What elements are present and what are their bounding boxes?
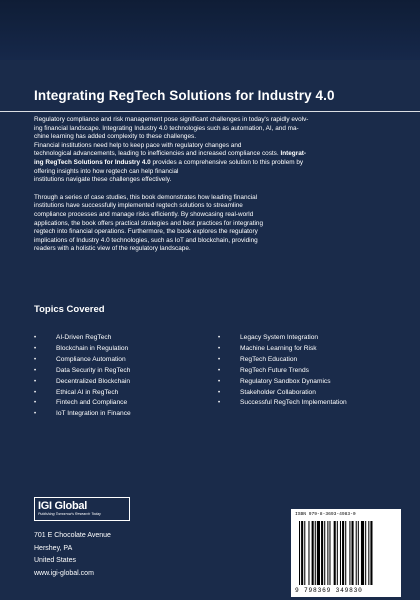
desc-line: compliance processes and manage risks efficiently. By showcasing real-world: [34, 210, 254, 218]
topic-label: IoT Integration in Finance: [56, 410, 131, 418]
topic-item: [218, 355, 398, 366]
desc-line: [34, 159, 394, 168]
desc-line: Regulatory compliance and risk management pose significant challenges in today's rapidly evolv-: [34, 116, 309, 123]
barcode-bar: [356, 521, 357, 585]
publisher-website-link[interactable]: www.igi-global.com: [34, 569, 94, 577]
topic-item: [218, 366, 398, 377]
topic-label: Compliance Automation: [56, 355, 126, 363]
topic-item: [34, 333, 214, 344]
barcode-bar: [329, 521, 330, 585]
bullet-icon: •: [218, 356, 221, 363]
barcode-bar: [301, 521, 303, 585]
desc-line: implications of Industry 4.0 technologies, such as IoT and blockchain, providing: [34, 236, 258, 244]
topic-item: [34, 409, 214, 420]
bullet-icon: •: [34, 411, 37, 418]
topic-label: Regulatory Sandbox Dynamics: [240, 377, 331, 385]
barcode-bar: [365, 521, 366, 585]
bullet-icon: •: [218, 400, 221, 407]
bullet-icon: •: [34, 345, 37, 352]
topic-item: [218, 377, 398, 388]
book-description: [34, 116, 394, 263]
topic-label: RegTech Education: [240, 355, 298, 363]
isbn-label: ISBN 979-8-3693-4983-0: [295, 512, 356, 517]
topic-label: AI-Driven RegTech: [56, 334, 112, 341]
topic-item: [34, 398, 214, 409]
barcode-digits: 9 798369 349830: [295, 587, 363, 594]
barcode-bar: [370, 521, 372, 585]
topic-label: Legacy System Integration: [240, 334, 319, 341]
barcode-bar: [358, 521, 359, 585]
topic-item: [218, 398, 398, 409]
barcode-bar: [308, 521, 309, 585]
desc-line: [34, 150, 394, 159]
address-line: United States: [34, 557, 77, 564]
desc-line: institutions have successfully implemented regtech solutions to streamline: [34, 202, 243, 210]
desc-line: readers with a holistic view of the regulatory landscape.: [34, 245, 191, 253]
bullet-icon: •: [218, 345, 221, 352]
bullet-icon: •: [218, 335, 221, 341]
bullet-icon: •: [34, 356, 37, 363]
barcode-bar: [317, 521, 320, 585]
bullet-icon: •: [34, 335, 37, 341]
bullet-icon: •: [34, 378, 37, 385]
desc-line: ing financial landscape. Integrating Industry 4.0 technologies such as automation, AI, and ma-: [34, 124, 299, 132]
topic-item: [218, 333, 398, 344]
desc-line: regtech into financial operations. Furthermore, the book explores the regulatory: [34, 228, 258, 236]
desc-line: applications, the book offers practical strategies and best practices for integrating: [34, 219, 264, 227]
address-line: 701 E Chocolate Avenue: [34, 532, 111, 539]
topics-heading: Topics Covered: [34, 304, 105, 315]
logo-name: IGI Global: [38, 500, 87, 512]
barcode-bar: [337, 521, 338, 585]
title-divider: [0, 111, 420, 112]
barcode-bar: [361, 521, 364, 585]
desc-line: institutions navigate these challenges effectively.: [34, 176, 172, 184]
desc-bold-text: ing RegTech Solutions for Industry 4.0: [34, 158, 151, 166]
logo-tagline: Publishing Tomorrow's Research Today: [38, 512, 101, 516]
topic-label: RegTech Future Trends: [240, 366, 309, 374]
address-line: Hershey, PA: [34, 544, 73, 552]
barcode-bar: [304, 521, 305, 585]
topic-label: Machine Learning for Risk: [240, 344, 317, 352]
barcode-bar: [349, 521, 350, 585]
topic-label: Fintech and Compliance: [56, 399, 128, 407]
topics-list-left: [34, 333, 214, 420]
barcode-bar: [312, 521, 314, 585]
barcode-bar: [334, 521, 336, 585]
desc-line: chine learning has added complexity to these challenges.: [34, 133, 197, 141]
barcode-bar: [299, 521, 300, 585]
topic-label: Ethical AI in RegTech: [56, 388, 119, 396]
bullet-icon: •: [218, 367, 221, 374]
barcode-bar: [327, 521, 328, 585]
desc-text: technological advancements, leading to inefficiencies and increased compliance costs.: [34, 150, 279, 158]
topic-item: [218, 344, 398, 355]
description-paragraph-1: [34, 116, 394, 185]
topic-label: Stakeholder Collaboration: [240, 388, 316, 396]
bullet-icon: •: [218, 378, 221, 385]
topic-item: [34, 355, 214, 366]
bullet-icon: •: [34, 367, 37, 374]
bullet-icon: •: [34, 400, 37, 407]
topic-item: [34, 366, 214, 377]
topics-list-right: [218, 333, 398, 409]
barcode-bar: [352, 521, 354, 585]
topic-item: [34, 377, 214, 388]
barcode-bar: [324, 521, 325, 585]
publisher-address: [34, 530, 111, 580]
topic-label: Decentralized Blockchain: [56, 377, 131, 385]
barcode-bar: [345, 521, 346, 585]
bullet-icon: •: [34, 389, 37, 396]
topic-label: Successful RegTech Implementation: [240, 399, 347, 407]
desc-bold-text: Integrat-: [280, 150, 307, 158]
topic-label: Data Security in RegTech: [56, 366, 131, 374]
barcode: [291, 509, 401, 597]
topic-item: [218, 388, 398, 399]
desc-line: offering insights into how regtech can help financial: [34, 167, 179, 175]
book-title: Integrating RegTech Solutions for Industry 4.0: [34, 88, 335, 103]
topic-item: [34, 344, 214, 355]
barcode-bar: [340, 521, 341, 585]
cover-top-band: [0, 0, 420, 60]
bullet-icon: •: [218, 389, 221, 396]
description-paragraph-2: [34, 194, 394, 254]
barcode-bar: [342, 521, 344, 585]
topic-label: Blockchain in Regulation: [56, 344, 129, 352]
desc-text: provides a comprehensive solution to this problem by: [150, 158, 304, 166]
barcode-bar: [321, 521, 323, 585]
topic-item: [34, 388, 214, 399]
desc-line: Through a series of case studies, this book demonstrates how leading financial: [34, 193, 258, 201]
barcode-bars-icon: [299, 521, 393, 585]
desc-line: Financial institutions need help to keep pace with regulatory changes and: [34, 141, 242, 149]
publisher-logo: [34, 497, 130, 521]
barcode-bar: [315, 521, 316, 585]
barcode-bar: [368, 521, 369, 585]
